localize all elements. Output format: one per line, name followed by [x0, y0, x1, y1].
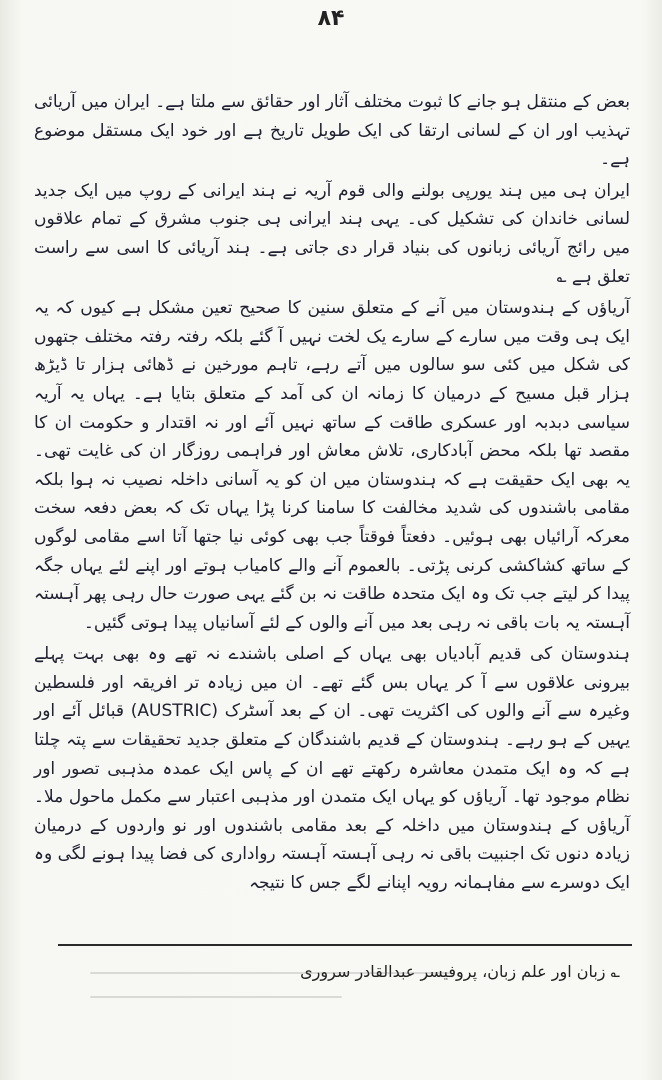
paragraph-1: بعض کے منتقل ہو جانے کا ثبوت مختلف آثار اور حقائق سے ملتا ہے۔ ایران میں آریائی تہذیب اور ان کے لسانی ارتقا کی ایک طویل تاریخ ہے اور خود ایک مستقل موضوع ہے۔ — [34, 92, 630, 170]
footnote: ؎ زبان اور علم زبان، پروفیسر عبدالقادر سروری — [300, 962, 620, 981]
page-number: ۸۴ — [317, 6, 345, 31]
paragraph-3: آریاؤں کے ہندوستان میں آنے کے متعلق سنین کا صحیح تعین مشکل ہے کیوں کہ یہ ایک ہی وقت میں سارے کے سارے یک لخت نہیں آ گئے بلکہ رفتہ رفتہ مختلف جتھوں کی شکل میں کئی سو سالوں میں آتے رہے، تاہم مورخین نے ڈھائی ہزار تا ڈیڑھ ہزار قبل مسیح کے درمیان کا زمانہ ان کی آمد کے متعلق بتایا ہے۔ یہاں یہ آریہ سیاسی دبدبہ اور عسکری طاقت کے ساتھ نہیں آئے اور نہ اقتدار و حکومت ان کا مقصد تھا بلکہ محض آبادکاری، تلاش معاش اور فراہمی روزگار ان کی غایت تھی۔ یہ بھی ایک حقیقت ہے کہ ہندوستان میں ان کو یہ آسانی داخلہ نصیب نہ ہوا بلکہ مقامی باشندوں کی شدید مخالفت کا سامنا کرنا پڑا یہاں تک کہ بعض دفعہ سخت معرکہ آرائیاں بھی ہوئیں۔ دفعتاً فوقتاً جب بھی کوئی نیا جتھا آتا اسے مقامی لوگوں کے ساتھ کشاکشی کرنی پڑتی۔ بالعموم آنے والے کامیاب ہوتے اور اپنے لئے یہاں جگہ پیدا کر لیتے جب تک وہ ایک متحدہ طاقت نہ بن گئے یہی صورت حال رہی پھر آہستہ آہستہ یہ بات باقی نہ رہی بعد میں آنے والوں کے لئے آسانیاں پیدا ہوتی گئیں۔ — [34, 298, 630, 633]
footnote-divider — [58, 944, 632, 946]
bleed-through-marks — [90, 972, 450, 1032]
body-text — [34, 88, 630, 901]
paragraph-4: ہندوستان کی قدیم آبادیاں بھی یہاں کے اصلی باشندے نہ تھے وہ بھی بہت پہلے بیرونی علاقوں سے آ کر یہاں بس گئے تھے۔ ان میں زیادہ تر افریقہ اور فلسطین وغیرہ سے آنے والوں کی اکثریت تھی۔ ان کے بعد آسٹرک (AUSTRIC) قبائل آئے اور یہیں کے ہو رہے۔ ہندوستان کے قدیم باشندگان کے متعلق جدید تحقیقات سے پتہ چلتا ہے کہ وہ ایک متمدن معاشرہ رکھتے تھے ان کے پاس ایک عمدہ مذہبی تصور اور نظام موجود تھا۔ آریاؤں کو یہاں ایک متمدن اور مذہبی اعتبار سے مکمل ماحول ملا۔ آریاؤں کے ہندوستان میں داخلہ کے بعد مقامی باشندوں اور نو واردوں کے درمیان زیادہ دنوں تک اجنبیت باقی نہ رہی آہستہ آہستہ رواداری کی فضا پیدا ہونے لگی وہ ایک دوسرے سے مفاہمانہ رویہ اپنانے لگے جس کا نتیجہ — [34, 644, 630, 894]
bleed-line — [90, 972, 450, 974]
paragraph-2: ایران ہی میں ہند یورپی بولنے والی قوم آریہ نے ہند ایرانی کے روپ میں ایک جدید لسانی خاندان کی تشکیل کی۔ یہی ہند ایرانی ہی جنوب مشرق کے تمام علاقوں میں رائج آریائی زبانوں کی بنیاد قرار دی جاتی ہے۔ ہند آریائی کا اسی سے راست تعلق ہے ؎ — [34, 180, 630, 287]
bleed-line — [90, 996, 342, 998]
